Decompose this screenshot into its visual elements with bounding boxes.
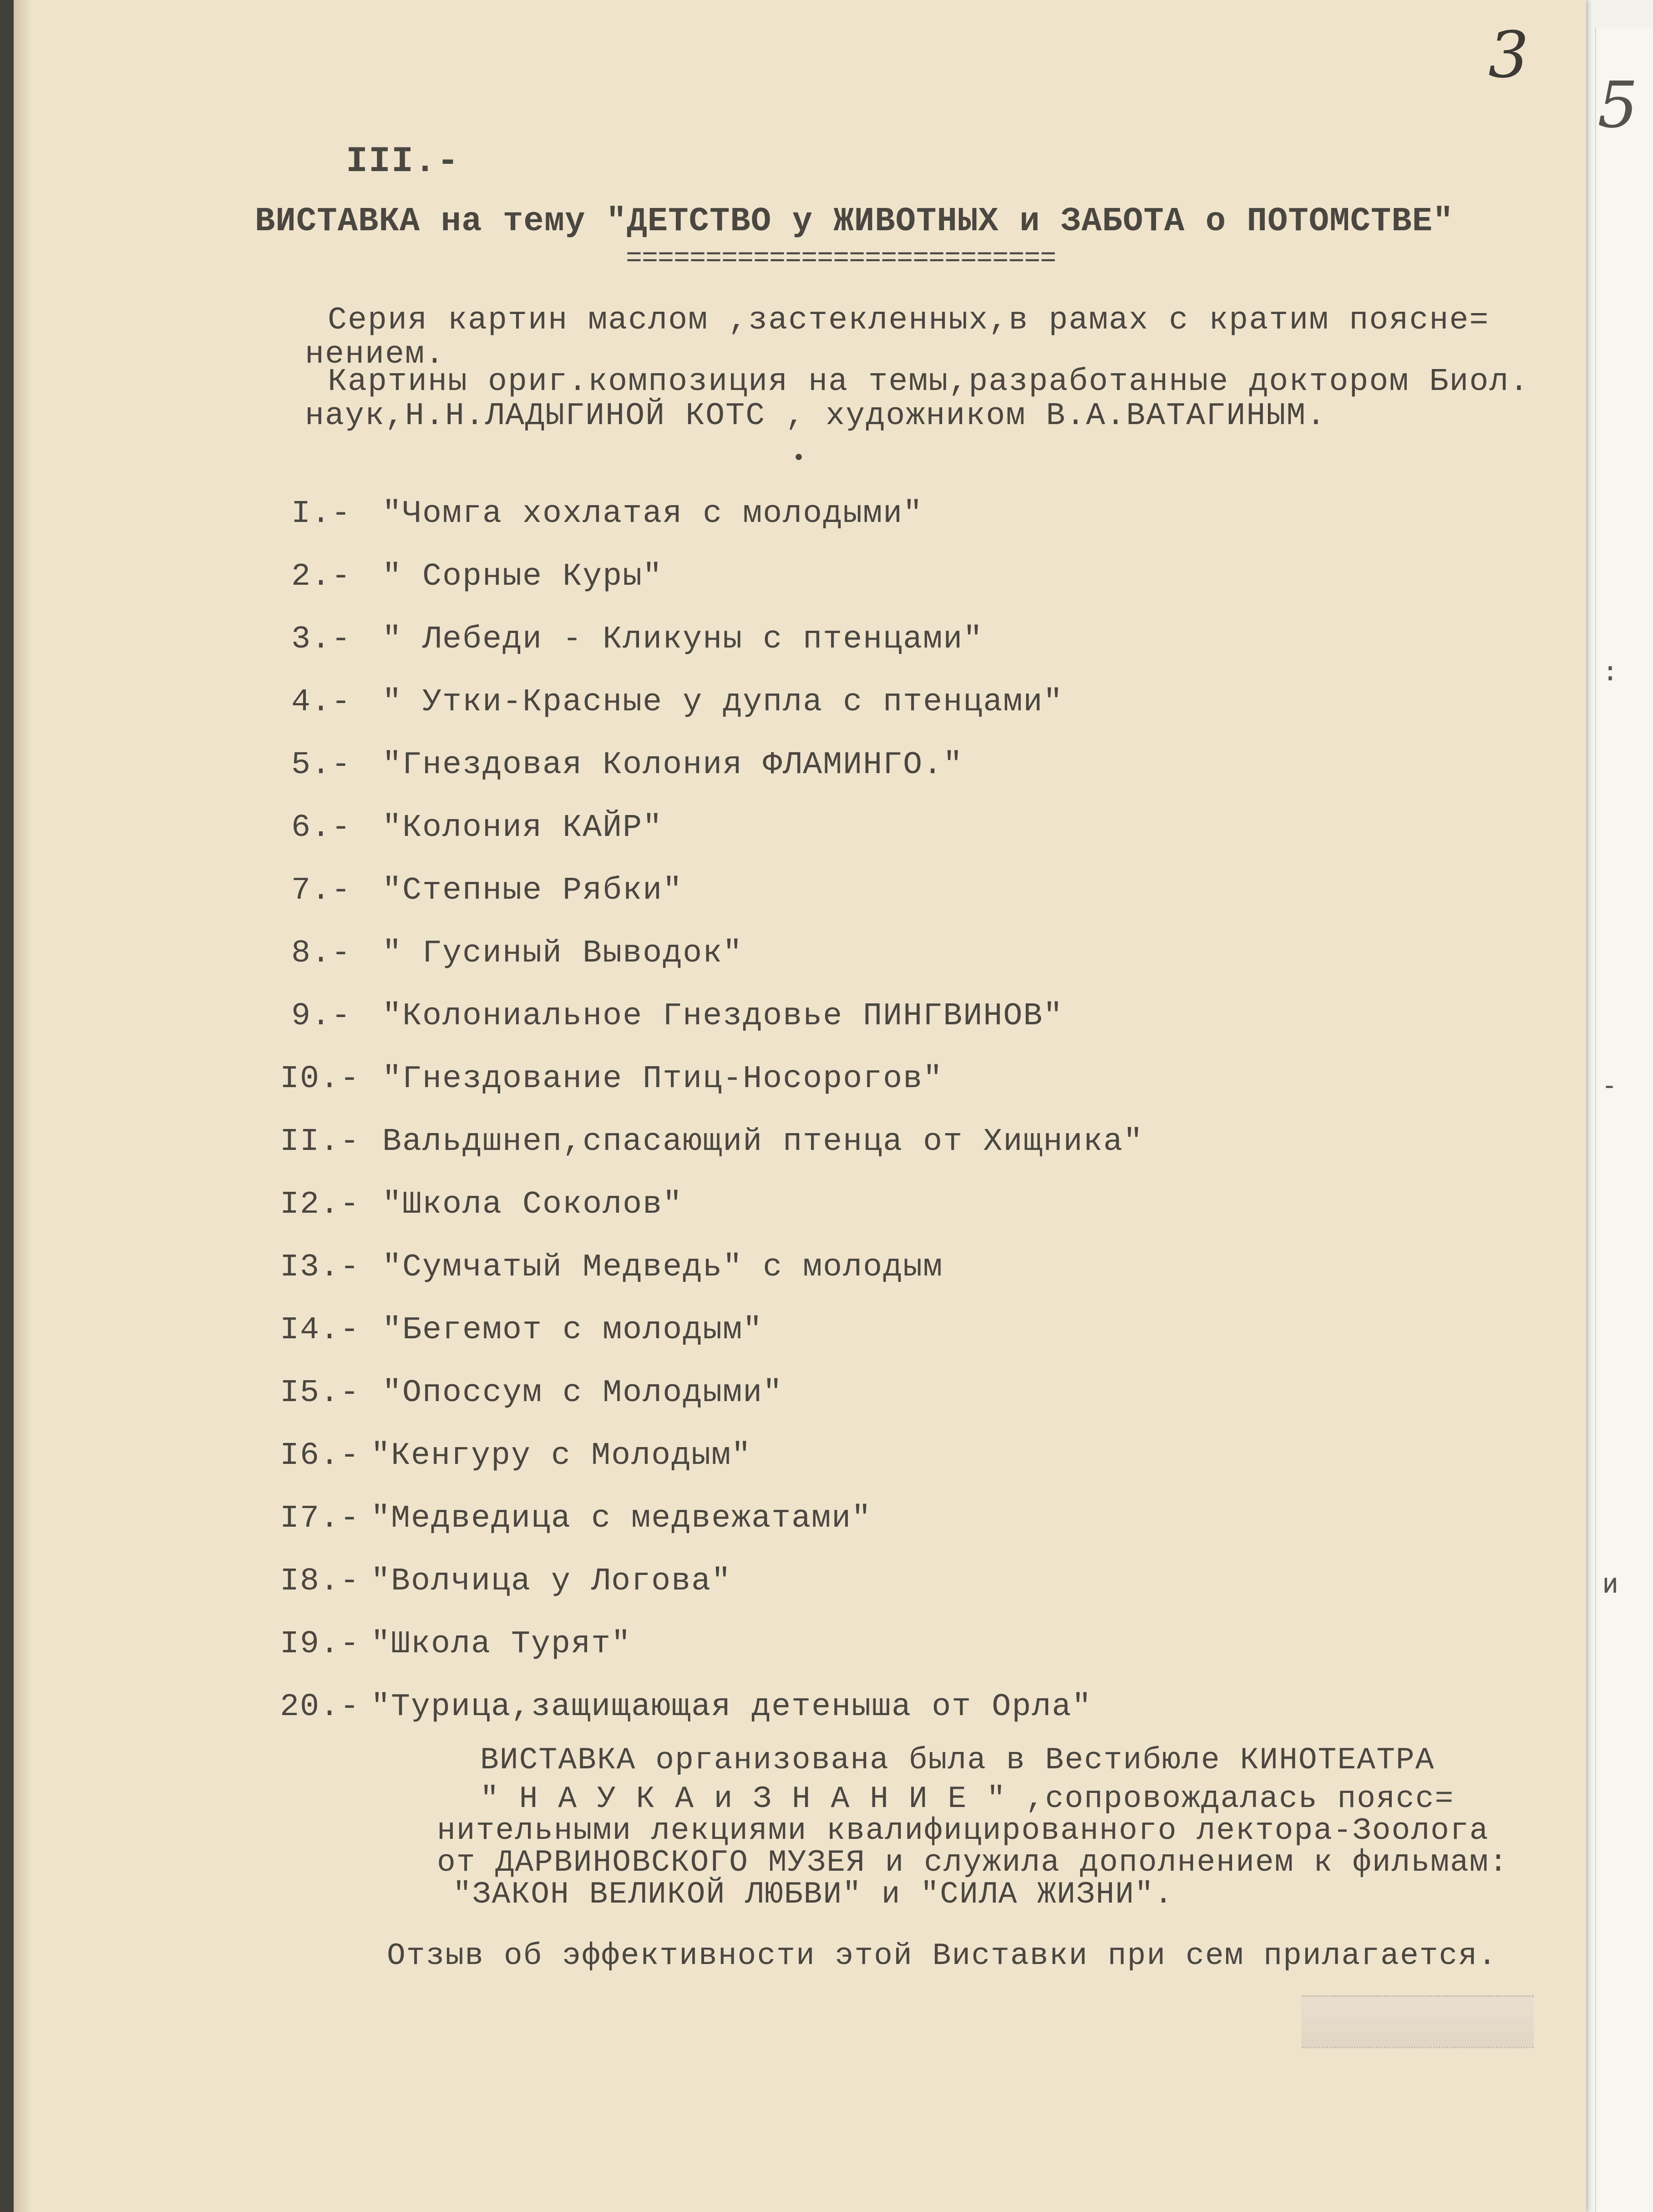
- list-item: [291, 747, 963, 783]
- intro-line: Картины ориг.композиция на темы,разработанные доктором Биол.: [328, 364, 1530, 400]
- list-item: [291, 998, 1063, 1034]
- document-title: ВИСТАВКА на тему "ДЕТСТВО у ЖИВОТНЫХ и ЗАБОТА о ПОТОМСТВЕ": [255, 202, 1454, 241]
- underlying-sheet-mark: и: [1602, 1568, 1619, 1600]
- intro-line: Серия картин маслом ,застекленных,в рамах с кратим поясне=: [328, 303, 1490, 339]
- underlying-sheet-edge: [1595, 27, 1653, 2212]
- item-title: "Колониальное Гнездовье ПИНГВИНОВ": [382, 998, 1064, 1034]
- item-title: Вальдшнеп,спасающий птенца от Хищника": [382, 1124, 1144, 1160]
- item-title: "Школа Турят": [371, 1626, 632, 1662]
- item-number: 9.-: [291, 998, 352, 1034]
- list-item: [280, 1124, 1143, 1160]
- underlying-sheet-mark: :: [1602, 655, 1619, 687]
- list-item: [291, 936, 743, 972]
- item-number: II.-: [280, 1124, 360, 1160]
- item-number: I9.-: [280, 1626, 360, 1662]
- item-title: "Сумчатый Медведь" с молодым: [382, 1250, 943, 1286]
- item-number: I2.-: [280, 1187, 360, 1223]
- list-item: [291, 559, 663, 595]
- list-item: [280, 1564, 731, 1600]
- list-item: [280, 1375, 783, 1411]
- item-title: "Степные Рябки": [382, 873, 683, 909]
- item-number: I.-: [291, 496, 352, 532]
- list-item: [291, 622, 983, 658]
- item-title: "Колония КАЙР": [382, 810, 663, 846]
- item-number: I3.-: [280, 1250, 360, 1286]
- item-number: 5.-: [291, 747, 352, 783]
- list-item: [280, 1501, 872, 1537]
- item-title: "Турица,защищающая детеныша от Орла": [371, 1689, 1092, 1725]
- section-number: III.-: [346, 141, 460, 182]
- item-title: "Опоссум с Молодыми": [382, 1375, 783, 1411]
- list-item: [280, 1438, 751, 1474]
- item-title: " Утки-Красные у дупла с птенцами": [382, 684, 1064, 720]
- item-title: "Кенгуру с Молодым": [371, 1438, 752, 1474]
- title-underline: ===========================: [626, 243, 1056, 274]
- item-number: 8.-: [291, 936, 352, 972]
- item-number: I4.-: [280, 1312, 360, 1348]
- item-number: 2.-: [291, 559, 352, 595]
- list-item: [291, 684, 1063, 720]
- closing-paragraph-line: " Н А У К А и З Н А Н И Е " ,сопровождалась поясс=: [480, 1782, 1455, 1817]
- list-item: [280, 1689, 1092, 1725]
- item-title: " Сорные Куры": [382, 559, 663, 595]
- item-number: I6.-: [280, 1438, 360, 1474]
- list-item: [280, 1250, 943, 1286]
- item-number: 4.-: [291, 684, 352, 720]
- list-item: [291, 810, 663, 846]
- separator-bullet: •: [792, 446, 807, 472]
- item-title: "Гнездовая Колония ФЛАМИНГО.": [382, 747, 963, 783]
- intro-line: наук,Н.Н.ЛАДЫГИНОЙ КОТС , художником В.А.ВАТАГИНЫМ.: [305, 398, 1327, 434]
- list-item: [291, 496, 923, 532]
- item-number: I8.-: [280, 1564, 360, 1600]
- list-item: [280, 1312, 763, 1348]
- item-number: I0.-: [280, 1061, 360, 1097]
- page-binding-shadow: [14, 0, 32, 2212]
- item-number: 7.-: [291, 873, 352, 909]
- item-title: "Школа Соколов": [382, 1187, 683, 1223]
- list-item: [280, 1187, 683, 1223]
- item-title: "Гнездование Птиц-Носорогов": [382, 1061, 943, 1097]
- item-title: "Бегемот с молодым": [382, 1312, 763, 1348]
- folio-number-underlying: 5: [1597, 68, 1638, 142]
- list-item: [280, 1061, 943, 1097]
- item-number: I5.-: [280, 1375, 360, 1411]
- review-note: Отзыв об эффективности этой Виставки при сем прилагается.: [387, 1939, 1497, 1974]
- closing-paragraph-line: нительными лекциями квалифицированного лектора-Зоолога: [437, 1813, 1489, 1848]
- list-item: [291, 873, 683, 909]
- item-title: "Волчица у Логова": [371, 1564, 732, 1600]
- faded-archive-stamp: [1302, 1995, 1534, 2048]
- item-number: 20.-: [280, 1689, 360, 1725]
- closing-paragraph-line: от ДАРВИНОВСКОГО МУЗЕЯ и служила дополнением к фильмам:: [437, 1845, 1509, 1880]
- item-title: " Лебеди - Кликуны с птенцами": [382, 622, 984, 658]
- item-title: "Медведица с медвежатами": [371, 1501, 872, 1537]
- closing-paragraph-line: "ЗАКОН ВЕЛИКОЙ ЛЮБВИ" и "СИЛА ЖИЗНИ".: [453, 1877, 1174, 1912]
- item-number: I7.-: [280, 1501, 360, 1537]
- list-item: [280, 1626, 631, 1662]
- intro-line: нением.: [305, 337, 446, 373]
- closing-paragraph-line: ВИСТАВКА организована была в Вестибюле КИНОТЕАТРА: [480, 1743, 1435, 1778]
- folio-number: 3: [1488, 18, 1529, 92]
- item-title: " Гусиный Выводок": [382, 936, 743, 972]
- item-number: 6.-: [291, 810, 352, 846]
- underlying-sheet-mark: -: [1601, 1069, 1618, 1101]
- item-number: 3.-: [291, 622, 352, 658]
- item-title: "Чомга хохлатая с молодыми": [382, 496, 923, 532]
